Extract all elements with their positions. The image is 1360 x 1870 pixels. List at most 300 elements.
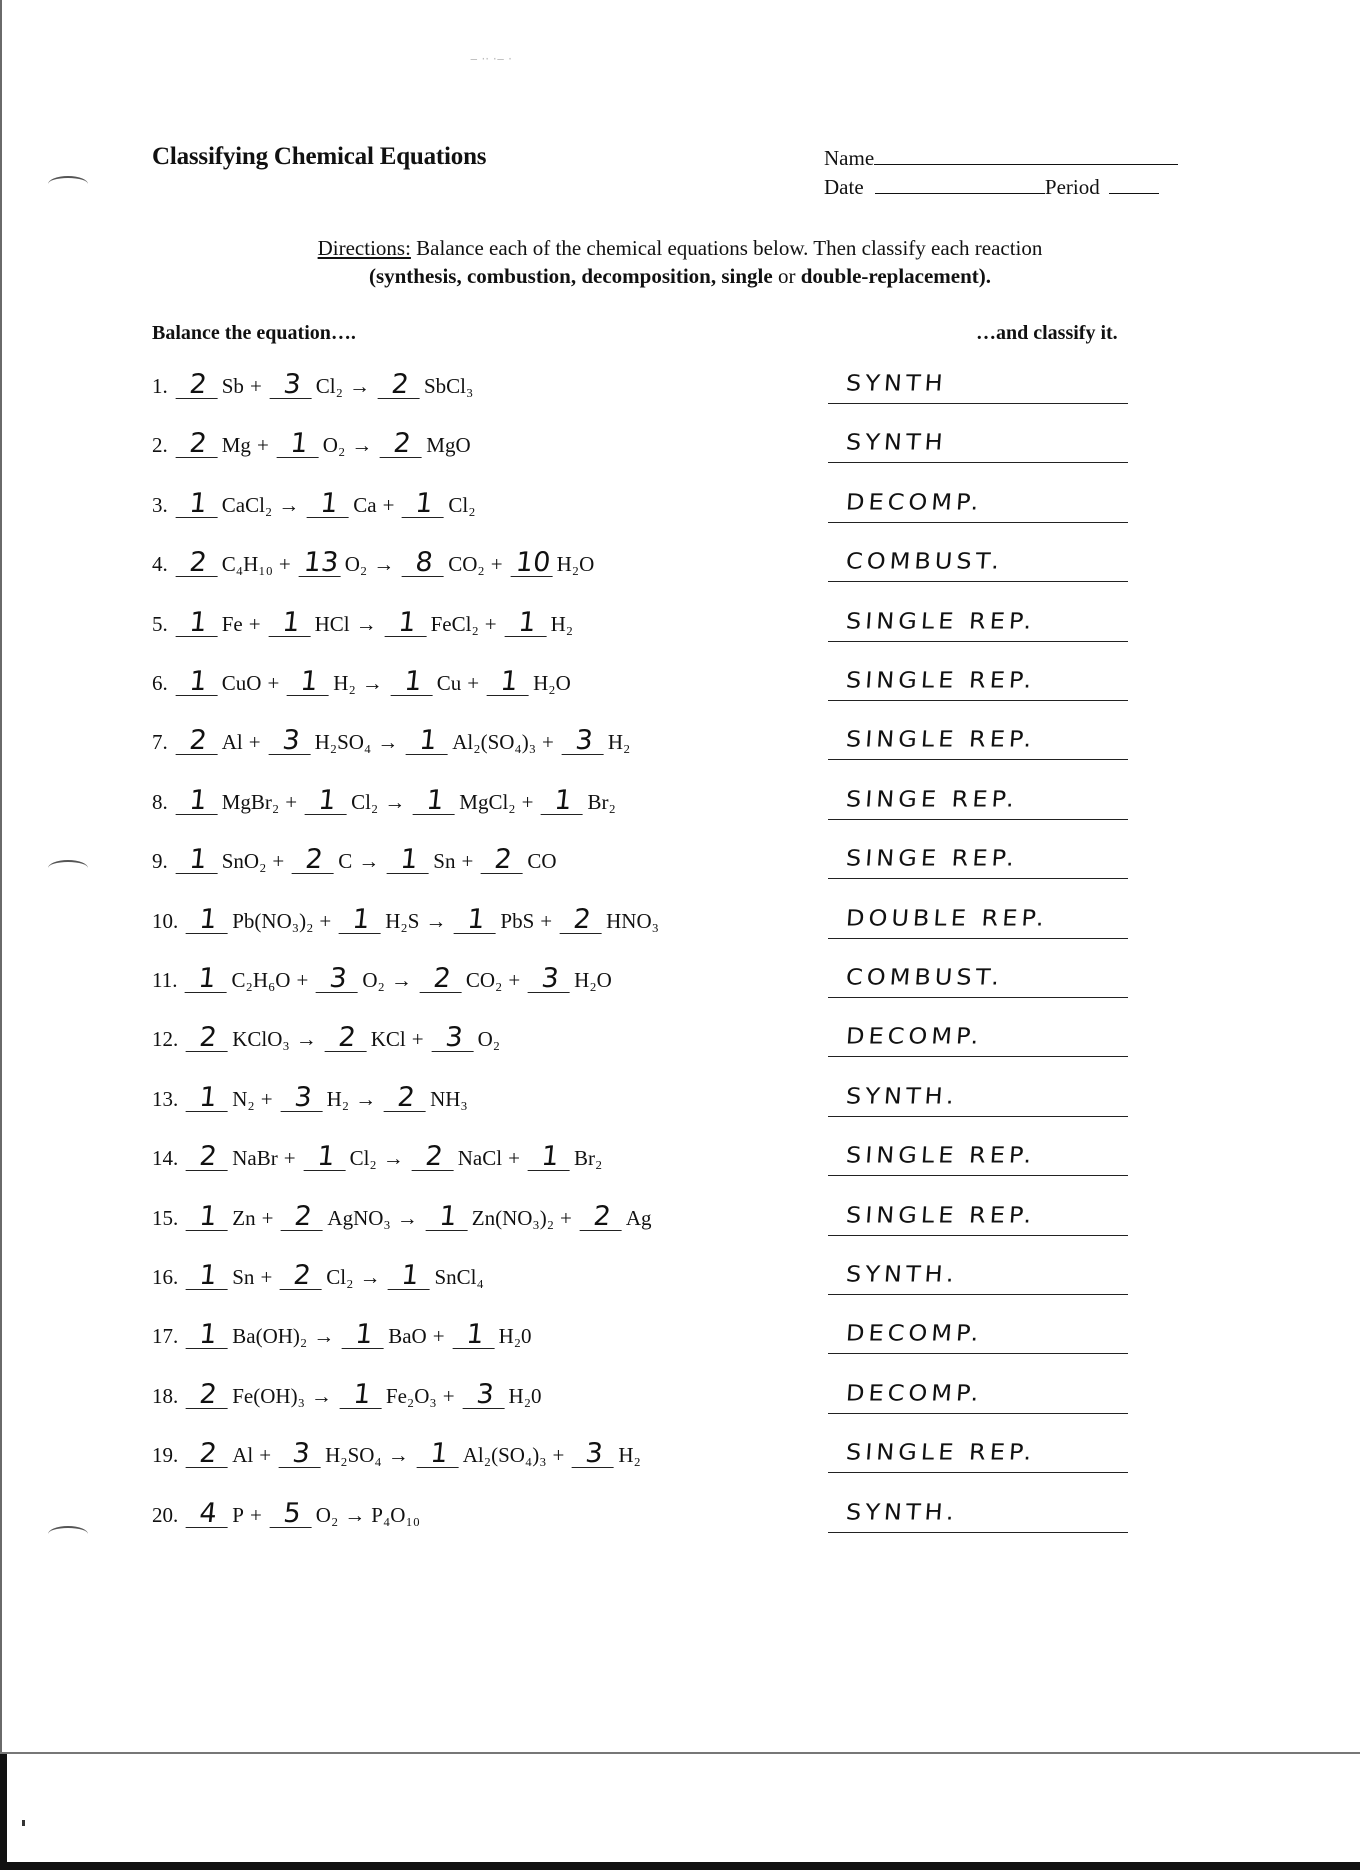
paren-open: ( [368, 264, 376, 288]
yields-arrow: → [387, 1443, 409, 1467]
type-single: single [721, 264, 773, 288]
equation-number: 6. [152, 671, 168, 695]
chemical-formula: CO₂ [465, 968, 503, 992]
chemical-formula: H₂O [556, 552, 595, 576]
plus-sign: + [261, 1206, 274, 1230]
equation-row [152, 963, 612, 1006]
chemical-formula: Zn(NO₃)₂ [471, 1206, 555, 1230]
chemical-formula: Sb [221, 374, 244, 398]
coefficient-blank[interactable]: 1 [402, 491, 447, 518]
chemical-formula: MgCl₂ [459, 790, 516, 814]
classification-text: SYNTH [845, 429, 948, 455]
chemical-formula: Cl₂ [326, 1265, 354, 1289]
equation-row [152, 844, 557, 887]
chemical-formula: Mg [221, 433, 251, 457]
classification-text: SINGE REP. [845, 786, 1019, 812]
coefficient-blank[interactable]: 8 [402, 550, 447, 577]
yields-arrow: → [355, 612, 377, 636]
coefficient-blank[interactable]: 1 [390, 669, 435, 696]
equation-row [152, 666, 571, 709]
chemical-formula: P₄O₁₀ [371, 1503, 421, 1527]
equation-number: 19. [152, 1443, 179, 1467]
coefficient-blank[interactable]: 1 [487, 669, 532, 696]
binder-hole-mark-middle [48, 860, 88, 876]
equation-number: 14. [152, 1146, 179, 1170]
chemical-formula: SbCl₃ [423, 374, 474, 398]
chemical-formula: Sn [433, 849, 456, 873]
coefficient-blank[interactable]: 2 [280, 1263, 325, 1290]
chemical-formula: Br₂ [573, 1146, 603, 1170]
chemical-formula: AgNO₃ [327, 1206, 391, 1230]
equation-row [152, 1260, 484, 1303]
chemical-formula: MgBr₂ [221, 790, 280, 814]
name-label: Name [824, 146, 875, 170]
yields-arrow: → [384, 790, 406, 814]
coefficient-blank[interactable]: 3 [268, 728, 313, 755]
classification-text: SINGLE REP. [845, 608, 1037, 634]
chemical-formula: H₂ [333, 671, 356, 695]
or-word: or [772, 264, 801, 288]
chemical-formula: O₂ [344, 552, 368, 576]
sep: , [456, 264, 467, 288]
chemical-formula: SnCl₄ [434, 1265, 484, 1289]
classification-answer[interactable] [828, 542, 1128, 582]
plus-sign: + [285, 790, 298, 814]
chemical-formula: H₂0 [508, 1384, 542, 1408]
coefficient-blank[interactable]: 10 [510, 550, 555, 577]
classification-text: SINGLE REP. [845, 1202, 1037, 1228]
equation-number: 9. [152, 849, 168, 873]
chemical-formula: BaO [388, 1324, 427, 1348]
plus-sign: + [521, 790, 534, 814]
coefficient-blank[interactable]: 2 [186, 1441, 231, 1468]
yields-arrow: → [382, 1146, 404, 1170]
coefficient-blank[interactable]: 1 [384, 610, 429, 637]
equation-row [152, 607, 574, 650]
equation-number: 4. [152, 552, 168, 576]
coefficient-blank[interactable]: 1 [413, 788, 458, 815]
equation-number: 13. [152, 1087, 179, 1111]
classification-text: SINGLE REP. [845, 1439, 1037, 1465]
equation-number: 20. [152, 1503, 179, 1527]
equation-row [152, 1379, 542, 1422]
chemical-formula: CuO [221, 671, 262, 695]
coefficient-blank[interactable]: 1 [388, 1263, 433, 1290]
yields-arrow: → [358, 849, 380, 873]
plus-sign: + [259, 1443, 272, 1467]
coefficient-blank[interactable]: 3 [431, 1025, 476, 1052]
classification-answer[interactable] [828, 1196, 1128, 1236]
coefficient-blank[interactable]: 2 [380, 431, 425, 458]
coefficient-blank[interactable]: 2 [175, 728, 220, 755]
classification-text: SYNTH. [845, 1083, 959, 1109]
yields-arrow: → [377, 730, 399, 754]
chemical-formula: PbS [500, 909, 535, 933]
equation-row [152, 488, 476, 531]
chemical-formula: Fe [221, 612, 243, 636]
plus-sign: + [382, 493, 395, 517]
yields-arrow: → [396, 1206, 418, 1230]
classification-answer[interactable] [828, 364, 1128, 404]
chemical-formula: Ca [353, 493, 377, 517]
coefficient-blank[interactable]: 3 [561, 728, 606, 755]
coefficient-blank[interactable]: 1 [186, 1085, 231, 1112]
chemical-formula: Al₂(SO₄)₃ [462, 1443, 547, 1467]
coefficient-blank[interactable]: 2 [419, 966, 464, 993]
chemical-formula: NaCl [457, 1146, 503, 1170]
chemical-formula: Sn [232, 1265, 255, 1289]
yields-arrow: → [355, 1087, 377, 1111]
coefficient-blank[interactable]: 1 [387, 847, 432, 874]
chemical-formula: O₂ [362, 968, 385, 992]
plus-sign: + [248, 730, 261, 754]
type-synthesis: synthesis [375, 264, 457, 288]
classification-answer[interactable] [828, 1077, 1128, 1117]
plus-sign: + [467, 671, 480, 695]
yields-arrow: → [310, 1384, 332, 1408]
coefficient-blank[interactable]: 2 [378, 372, 423, 399]
coefficient-blank[interactable]: 2 [186, 1025, 231, 1052]
chemical-formula: H₂0 [498, 1324, 532, 1348]
classification-text: SYNTH. [845, 1261, 959, 1287]
coefficient-blank[interactable]: 1 [268, 610, 313, 637]
chemical-formula: Al₂(SO₄)₃ [452, 730, 537, 754]
coefficient-blank[interactable]: 1 [186, 907, 231, 934]
period-label: Period [1044, 175, 1100, 199]
binder-hole-mark-bottom [48, 1526, 88, 1542]
chemical-formula: N₂ [232, 1087, 255, 1111]
classification-answer[interactable] [828, 483, 1128, 523]
yields-arrow: → [361, 671, 383, 695]
equation-row [152, 1201, 652, 1244]
coefficient-blank[interactable]: 1 [416, 1441, 461, 1468]
classification-text: COMBUST. [845, 548, 1004, 574]
yields-arrow: → [425, 909, 447, 933]
coefficient-blank[interactable]: 1 [186, 1263, 231, 1290]
classification-answer[interactable] [828, 1374, 1128, 1414]
coefficient-blank[interactable]: 1 [406, 728, 451, 755]
scan-border-left [0, 1754, 7, 1870]
classification-text: SINGLE REP. [845, 726, 1037, 752]
coefficient-blank[interactable]: 2 [292, 847, 337, 874]
chemical-formula: CO [527, 849, 557, 873]
classification-answer[interactable] [828, 1493, 1128, 1533]
yields-arrow: → [344, 1503, 366, 1527]
plus-sign: + [490, 552, 503, 576]
chemical-formula: O₂ [477, 1027, 501, 1051]
chemical-formula: Cl₂ [351, 790, 379, 814]
equation-number: 3. [152, 493, 168, 517]
scan-artifact: ‒ ·· ·‒ · [470, 52, 512, 66]
plus-sign: + [432, 1324, 445, 1348]
classification-answer[interactable] [828, 661, 1128, 701]
classification-text: DOUBLE REP. [845, 905, 1049, 931]
coefficient-blank[interactable]: 1 [339, 907, 384, 934]
coefficient-blank[interactable]: 2 [186, 1382, 231, 1409]
classification-answer[interactable] [828, 1433, 1128, 1473]
equation-row [152, 1319, 532, 1362]
paren-close: ). [978, 264, 992, 288]
equation-row [152, 1438, 641, 1481]
chemical-formula: H₂ [326, 1087, 350, 1111]
plus-sign: + [442, 1384, 455, 1408]
equation-row [152, 1498, 421, 1541]
plus-sign: + [508, 1146, 520, 1170]
worksheet-title: Classifying Chemical Equations [152, 143, 487, 170]
chemical-formula: H₂SO₄ [325, 1443, 382, 1467]
period-blank[interactable] [1109, 193, 1159, 194]
name-field[interactable] [824, 146, 1178, 171]
chemical-formula: Ag [625, 1206, 652, 1230]
chemical-formula: O₂ [322, 433, 346, 457]
equation-row [152, 369, 474, 412]
equation-row [152, 1022, 501, 1065]
chemical-formula: SnO₂ [221, 849, 267, 873]
chemical-formula: Ba(OH)₂ [232, 1324, 308, 1348]
coefficient-blank[interactable]: 1 [175, 610, 220, 637]
yields-arrow: → [313, 1324, 335, 1348]
scan-border-bottom [0, 1862, 1360, 1870]
coefficient-blank[interactable]: 13 [298, 550, 343, 577]
coefficient-blank[interactable]: 5 [269, 1501, 314, 1528]
yields-arrow: → [359, 1265, 381, 1289]
chemical-formula: H₂O [533, 671, 571, 695]
coefficient-blank[interactable]: 1 [452, 1322, 497, 1349]
classification-text: DECOMP. [845, 1380, 984, 1406]
classification-answer[interactable] [828, 423, 1128, 463]
coefficient-blank[interactable]: 2 [560, 907, 605, 934]
yields-arrow: → [295, 1027, 317, 1051]
coefficient-blank[interactable]: 1 [175, 788, 220, 815]
coefficient-blank[interactable]: 1 [504, 610, 549, 637]
date-blank[interactable] [875, 193, 1045, 194]
chemical-formula: Fe(OH)₃ [232, 1384, 305, 1408]
equation-row [152, 725, 631, 768]
coefficient-blank[interactable]: 4 [186, 1501, 231, 1528]
classification-answer[interactable] [828, 1255, 1128, 1295]
plus-sign: + [560, 1206, 572, 1230]
scan-speck [22, 1820, 25, 1826]
plus-sign: + [248, 612, 261, 636]
equation-number: 7. [152, 730, 168, 754]
chemical-formula: HCl [314, 612, 350, 636]
chemical-formula: KCl [370, 1027, 406, 1051]
plus-sign: + [283, 1146, 296, 1170]
classification-answer[interactable] [828, 602, 1128, 642]
plus-sign: + [267, 671, 280, 695]
coefficient-blank[interactable]: 1 [303, 1144, 348, 1171]
classification-text: SINGE REP. [845, 845, 1019, 871]
plus-sign: + [260, 1087, 273, 1111]
equation-row [152, 904, 659, 947]
classification-answer[interactable] [828, 899, 1128, 939]
chemical-formula: C₂H₆O [231, 968, 291, 992]
classification-text: SINGLE REP. [845, 667, 1037, 693]
chemical-formula: H₂O [574, 968, 612, 992]
coefficient-blank[interactable]: 1 [287, 669, 332, 696]
chemical-formula: P [232, 1503, 244, 1527]
chemical-formula: Fe₂O₃ [385, 1384, 437, 1408]
equation-row [152, 428, 471, 471]
equation-row [152, 547, 595, 590]
chemical-formula: H₂S [385, 909, 420, 933]
coefficient-blank[interactable]: 1 [175, 847, 220, 874]
date-label: Date [824, 175, 864, 199]
coefficient-blank[interactable]: 3 [316, 966, 361, 993]
chemical-formula: Al [232, 1443, 254, 1467]
plus-sign: + [540, 909, 553, 933]
coefficient-blank[interactable]: 1 [175, 491, 220, 518]
coefficient-blank[interactable]: 1 [307, 491, 352, 518]
directions [0, 234, 1360, 290]
coefficient-blank[interactable]: 3 [462, 1382, 507, 1409]
plus-sign: + [508, 968, 521, 992]
chemical-formula: Al [221, 730, 243, 754]
chemical-formula: H₂ [607, 730, 631, 754]
coefficient-blank[interactable]: 1 [528, 1144, 573, 1171]
coefficient-blank[interactable]: 2 [579, 1204, 624, 1231]
equation-row [152, 1082, 468, 1125]
equation-row [152, 1141, 603, 1184]
coefficient-blank[interactable]: 1 [175, 669, 220, 696]
type-combustion: combustion [466, 264, 571, 288]
classification-text: DECOMP. [845, 489, 984, 515]
type-decomposition: decomposition [581, 264, 711, 288]
coefficient-blank[interactable]: 2 [411, 1144, 456, 1171]
coefficient-blank[interactable]: 3 [572, 1441, 617, 1468]
classification-answer[interactable] [828, 958, 1128, 998]
plus-sign: + [272, 849, 285, 873]
equation-number: 15. [152, 1206, 179, 1230]
plus-sign: + [411, 1027, 424, 1051]
chemical-formula: C [338, 849, 353, 873]
coefficient-blank[interactable]: 2 [324, 1025, 369, 1052]
yields-arrow: → [351, 433, 373, 457]
sep: , [710, 264, 722, 288]
coefficient-blank[interactable]: 1 [186, 1322, 231, 1349]
date-period-fields [824, 175, 1159, 200]
coefficient-blank[interactable]: 1 [185, 966, 230, 993]
plus-sign: + [249, 1503, 262, 1527]
chemical-formula: Br₂ [587, 790, 616, 814]
directions-label: Directions: [317, 236, 411, 260]
plus-sign: + [256, 433, 269, 457]
coefficient-blank[interactable]: 2 [186, 1144, 231, 1171]
plus-sign: + [296, 968, 309, 992]
chemical-formula: H₂ [550, 612, 574, 636]
equation-number: 1. [152, 374, 168, 398]
coefficient-blank[interactable]: 3 [279, 1441, 324, 1468]
column-heading-balance: Balance the equation…. [152, 322, 356, 344]
yields-arrow: → [373, 552, 395, 576]
equation-number: 17. [152, 1324, 179, 1348]
coefficient-blank[interactable]: 2 [175, 431, 220, 458]
coefficient-blank[interactable]: 3 [528, 966, 573, 993]
plus-sign: + [319, 909, 332, 933]
chemical-formula: HNO₃ [606, 909, 659, 933]
yields-arrow: → [348, 374, 370, 398]
classification-answer[interactable] [828, 1017, 1128, 1057]
sep: , [570, 264, 582, 288]
chemical-formula: H₂SO₄ [314, 730, 372, 754]
coefficient-blank[interactable]: 2 [175, 550, 220, 577]
name-blank[interactable] [874, 164, 1178, 165]
classification-answer[interactable] [828, 839, 1128, 879]
classification-text: SYNTH. [845, 1499, 959, 1525]
chemical-formula: Cu [436, 671, 462, 695]
plus-sign: + [260, 1265, 273, 1289]
coefficient-blank[interactable]: 2 [384, 1085, 429, 1112]
directions-text: Balance each of the chemical equations below. Then classify each reaction [410, 236, 1043, 260]
classification-answer[interactable] [828, 720, 1128, 760]
classification-text: COMBUST. [845, 964, 1004, 990]
chemical-formula: Cl₂ [448, 493, 476, 517]
coefficient-blank[interactable]: 2 [281, 1204, 326, 1231]
chemical-formula: MgO [426, 433, 471, 457]
yields-arrow: → [278, 493, 300, 517]
classification-text: SYNTH [845, 370, 948, 396]
classification-text: DECOMP. [845, 1320, 984, 1346]
chemical-formula: NH₃ [430, 1087, 468, 1111]
chemical-formula: Cl₂ [315, 374, 343, 398]
equation-number: 11. [152, 968, 178, 992]
chemical-formula: CO₂ [448, 552, 485, 576]
coefficient-blank[interactable]: 2 [481, 847, 526, 874]
coefficient-blank[interactable]: 1 [305, 788, 350, 815]
chemical-formula: FeCl₂ [430, 612, 479, 636]
equation-number: 5. [152, 612, 168, 636]
equation-number: 12. [152, 1027, 179, 1051]
chemical-formula: Pb(NO₃)₂ [232, 909, 314, 933]
type-double-replacement: double-replacement [800, 264, 979, 288]
coefficient-blank[interactable]: 1 [339, 1382, 384, 1409]
coefficient-blank[interactable]: 1 [425, 1204, 470, 1231]
classification-answer[interactable] [828, 1314, 1128, 1354]
plus-sign: + [552, 1443, 565, 1467]
chemical-formula: NaBr [232, 1146, 278, 1170]
classification-answer[interactable] [828, 780, 1128, 820]
plus-sign: + [249, 374, 262, 398]
plus-sign: + [542, 730, 554, 754]
equation-number: 10. [152, 909, 179, 933]
coefficient-blank[interactable]: 1 [276, 431, 321, 458]
classification-text: DECOMP. [845, 1023, 984, 1049]
equation-number: 8. [152, 790, 168, 814]
classification-answer[interactable] [828, 1136, 1128, 1176]
coefficient-blank[interactable]: 1 [342, 1322, 387, 1349]
coefficient-blank[interactable]: 1 [541, 788, 586, 815]
coefficient-blank[interactable]: 1 [186, 1204, 231, 1231]
binder-hole-mark-top [48, 176, 88, 192]
yields-arrow: → [390, 968, 412, 992]
plus-sign: + [278, 552, 291, 576]
coefficient-blank[interactable]: 1 [454, 907, 499, 934]
classification-text: SINGLE REP. [845, 1142, 1037, 1168]
chemical-formula: C₄H₁₀ [221, 552, 273, 576]
equation-number: 16. [152, 1265, 179, 1289]
chemical-formula: KClO₃ [232, 1027, 290, 1051]
chemical-formula: H₂ [618, 1443, 641, 1467]
coefficient-blank[interactable]: 3 [269, 372, 314, 399]
plus-sign: + [461, 849, 474, 873]
coefficient-blank[interactable]: 2 [175, 372, 220, 399]
coefficient-blank[interactable]: 3 [280, 1085, 325, 1112]
bottom-rule [0, 1752, 1360, 1754]
equation-row [152, 785, 616, 828]
equation-number: 2. [152, 433, 168, 457]
chemical-formula: CaCl₂ [221, 493, 273, 517]
equation-number: 18. [152, 1384, 179, 1408]
